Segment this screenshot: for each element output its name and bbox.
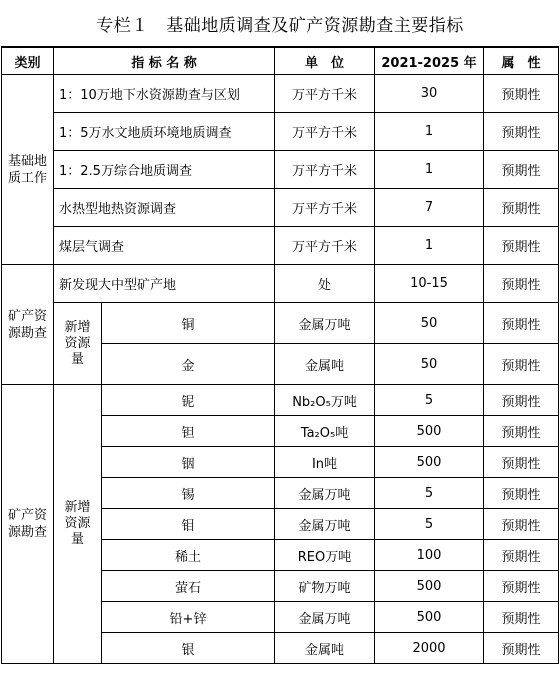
unit-cell: 金属万吨 [275,303,375,344]
attribute-cell: 预期性 [484,385,559,416]
value-cell: 500 [375,416,484,447]
unit-cell: 万平方千米 [275,75,375,113]
value-cell: 5 [375,509,484,540]
unit-cell: 万平方千米 [275,151,375,189]
category-cell: 矿产资源勘查 [2,385,54,664]
attribute-cell: 预期性 [484,227,559,265]
attribute-cell: 预期性 [484,344,559,385]
unit-cell: In吨 [275,447,375,478]
category-cell: 矿产资源勘查 [2,265,54,385]
indicator-name: 新发现大中型矿产地 [54,265,275,303]
value-cell: 500 [375,602,484,633]
indicator-name: 铅+锌 [102,602,275,633]
indicator-name: 铌 [102,385,275,416]
indicator-name: 1：5万水文地质环境地质调查 [54,113,275,151]
value-cell: 7 [375,189,484,227]
subcategory-cell: 新增资源量 [54,385,102,664]
indicator-name: 1：2.5万综合地质调查 [54,151,275,189]
attribute-cell: 预期性 [484,633,559,664]
attribute-cell: 预期性 [484,303,559,344]
unit-cell: REO万吨 [275,540,375,571]
table-row [2,265,559,303]
table-row [2,227,559,265]
value-cell: 1 [375,113,484,151]
header-period: 2021-2025 年 [375,47,484,75]
table-row [2,113,559,151]
value-cell: 5 [375,478,484,509]
indicator-table [1,46,559,664]
unit-cell: 处 [275,265,375,303]
unit-cell: 金属万吨 [275,509,375,540]
indicator-name: 铜 [102,303,275,344]
indicator-name: 水热型地热资源调查 [54,189,275,227]
attribute-cell: 预期性 [484,151,559,189]
attribute-cell: 预期性 [484,113,559,151]
indicator-name: 金 [102,344,275,385]
unit-cell: 金属吨 [275,633,375,664]
table-row [2,385,559,416]
header-attribute: 属 性 [484,47,559,75]
unit-cell: 万平方千米 [275,189,375,227]
attribute-cell: 预期性 [484,602,559,633]
attribute-cell: 预期性 [484,265,559,303]
value-cell: 500 [375,447,484,478]
indicator-name: 1：10万地下水资源勘查与区划 [54,75,275,113]
indicator-name: 煤层气调查 [54,227,275,265]
value-cell: 30 [375,75,484,113]
unit-cell: 万平方千米 [275,113,375,151]
table-header-row [2,47,559,75]
indicator-name: 钽 [102,416,275,447]
attribute-cell: 预期性 [484,540,559,571]
indicator-name: 锡 [102,478,275,509]
header-unit: 单 位 [275,47,375,75]
subcategory-cell: 新增资源量 [54,303,102,385]
unit-cell: 矿物万吨 [275,571,375,602]
unit-cell: 金属万吨 [275,478,375,509]
unit-cell: 金属吨 [275,344,375,385]
value-cell: 50 [375,303,484,344]
header-indicator: 指 标 名 称 [54,47,275,75]
attribute-cell: 预期性 [484,416,559,447]
table-row [2,75,559,113]
attribute-cell: 预期性 [484,75,559,113]
attribute-cell: 预期性 [484,571,559,602]
category-cell: 基础地质工作 [2,75,54,265]
attribute-cell: 预期性 [484,447,559,478]
table-title: 专栏１ 基础地质调查及矿产资源勘查主要指标 [96,16,464,36]
indicator-name: 萤石 [102,571,275,602]
value-cell: 500 [375,571,484,602]
attribute-cell: 预期性 [484,189,559,227]
value-cell: 100 [375,540,484,571]
indicator-name: 稀土 [102,540,275,571]
indicator-name: 铟 [102,447,275,478]
value-cell: 1 [375,151,484,189]
value-cell: 2000 [375,633,484,664]
value-cell: 5 [375,385,484,416]
indicator-name: 钼 [102,509,275,540]
value-cell: 1 [375,227,484,265]
unit-cell: 万平方千米 [275,227,375,265]
attribute-cell: 预期性 [484,478,559,509]
unit-cell: Nb₂O₅万吨 [275,385,375,416]
value-cell: 10-15 [375,265,484,303]
table-row [2,303,559,344]
table-row [2,189,559,227]
table-row [2,151,559,189]
value-cell: 50 [375,344,484,385]
indicator-name: 银 [102,633,275,664]
unit-cell: 金属万吨 [275,602,375,633]
header-category: 类别 [2,47,54,75]
unit-cell: Ta₂O₅吨 [275,416,375,447]
attribute-cell: 预期性 [484,509,559,540]
